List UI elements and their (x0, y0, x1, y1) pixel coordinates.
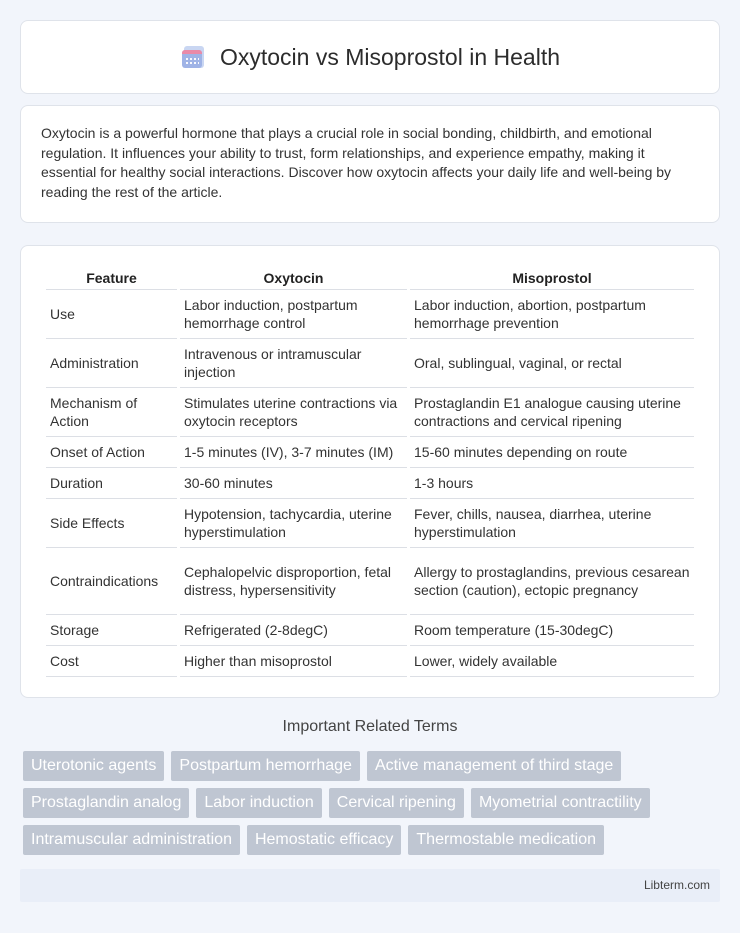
related-term-tag[interactable]: Hemostatic efficacy (247, 825, 401, 855)
related-term-tag[interactable]: Labor induction (196, 788, 321, 818)
table-cell: Refrigerated (2-8degC) (180, 615, 407, 646)
notebook-icon (180, 44, 206, 70)
column-header: Misoprostol (410, 264, 694, 290)
column-header: Oxytocin (180, 264, 407, 290)
table-header-row (46, 264, 694, 290)
table-cell: Cephalopelvic disproportion, fetal distress, hypersensitivity (180, 548, 407, 615)
table-cell: Stimulates uterine contractions via oxytocin receptors (180, 388, 407, 437)
table-cell: Oral, sublingual, vaginal, or rectal (410, 339, 694, 388)
table-cell: Allergy to prostaglandins, previous cesarean section (caution), ectopic pregnancy (410, 548, 694, 615)
related-term-tag[interactable]: Uterotonic agents (23, 751, 164, 781)
table-cell: Mechanism of Action (46, 388, 177, 437)
related-term-tag[interactable]: Cervical ripening (329, 788, 464, 818)
table-cell: Side Effects (46, 499, 177, 548)
page-title: Oxytocin vs Misoprostol in Health (219, 43, 560, 70)
table-cell: Use (46, 290, 177, 339)
title-card (20, 20, 720, 94)
table-cell: Storage (46, 615, 177, 646)
table-cell: 30-60 minutes (180, 468, 407, 499)
related-term-tag[interactable]: Prostaglandin analog (23, 788, 189, 818)
footer-site-link[interactable]: Libterm.com (643, 878, 710, 892)
table-cell: Contraindications (46, 548, 177, 615)
table-cell: Cost (46, 646, 177, 677)
table-cell: Onset of Action (46, 437, 177, 468)
related-terms-title: Important Related Terms (282, 718, 458, 735)
table-cell: 1-3 hours (410, 468, 694, 499)
table-row (46, 437, 694, 468)
related-term-tag[interactable]: Active management of third stage (367, 751, 621, 781)
related-terms-list (23, 751, 723, 855)
table-cell: Labor induction, abortion, postpartum hemorrhage prevention (410, 290, 694, 339)
related-term-tag[interactable]: Intramuscular administration (23, 825, 240, 855)
column-header: Feature (46, 264, 177, 290)
table-row (46, 646, 694, 677)
table-row (46, 290, 694, 339)
comparison-card (20, 245, 720, 698)
table-cell: Room temperature (15-30degC) (410, 615, 694, 646)
footer (20, 869, 720, 902)
related-term-tag[interactable]: Thermostable medication (408, 825, 604, 855)
table-cell: Administration (46, 339, 177, 388)
table-row (46, 388, 694, 437)
comparison-table (43, 264, 697, 677)
table-cell: Hypotension, tachycardia, uterine hyperstimulation (180, 499, 407, 548)
intro-card (20, 105, 720, 223)
table-cell: Fever, chills, nausea, diarrhea, uterine hyperstimulation (410, 499, 694, 548)
related-term-tag[interactable]: Postpartum hemorrhage (171, 751, 360, 781)
table-cell: Lower, widely available (410, 646, 694, 677)
table-row (46, 468, 694, 499)
related-term-tag[interactable]: Myometrial contractility (471, 788, 650, 818)
table-cell: Higher than misoprostol (180, 646, 407, 677)
table-row (46, 339, 694, 388)
table-row (46, 615, 694, 646)
table-cell: Intravenous or intramuscular injection (180, 339, 407, 388)
table-row (46, 548, 694, 615)
table-cell: Prostaglandin E1 analogue causing uterine contractions and cervical ripening (410, 388, 694, 437)
table-cell: 15-60 minutes depending on route (410, 437, 694, 468)
table-cell: Labor induction, postpartum hemorrhage control (180, 290, 407, 339)
table-cell: Duration (46, 468, 177, 499)
table-cell: 1-5 minutes (IV), 3-7 minutes (IM) (180, 437, 407, 468)
table-row (46, 499, 694, 548)
intro-text: Oxytocin is a powerful hormone that plays a crucial role in social bonding, childbirth, and emotional regulation. It influences your ability to trust, form relationships, and experience empathy, making it essential for healthy social interactions. Discover how oxytocin affects your daily life and well-being by reading the rest of the article. (41, 125, 672, 200)
